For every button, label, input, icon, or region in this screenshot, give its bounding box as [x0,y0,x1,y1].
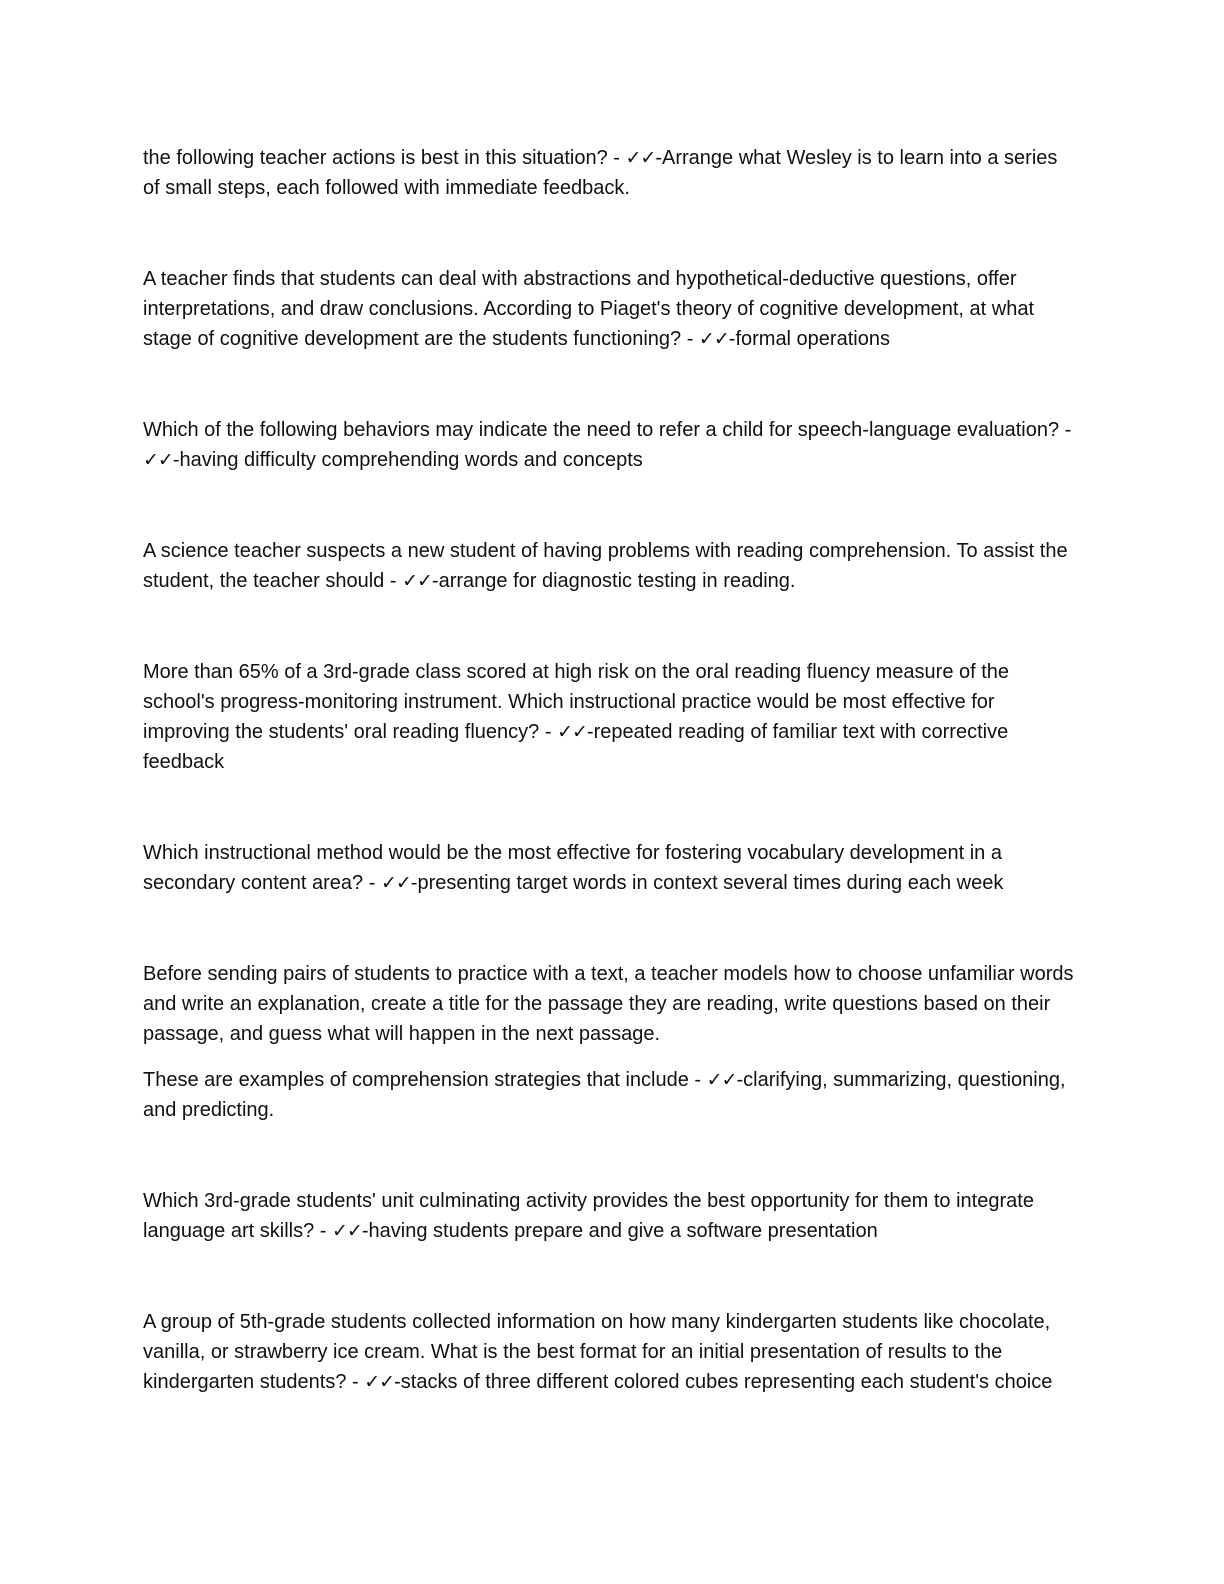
answer-text: having students prepare and give a software presentation [368,1220,878,1242]
answer-prefix: - [394,1371,401,1393]
separator: - [314,1220,332,1242]
question-intro: Before sending pairs of students to practice with a text, a teacher models how to choose unfamiliar words and write an explanation, create a title for the passage they are reading, write questions based on their passage, and guess what will happen in the next passage. [143,963,1074,1045]
question-text: A teacher finds that students can deal with abstractions and hypothetical-deductive questions, offer interpretations, and draw conclusions. According to Piaget's theory of cognitive development, at what stage of cognitive development are the students functioning? [143,268,1034,350]
answer-text: having difficulty comprehending words and concepts [179,449,643,471]
answer-prefix: - [410,872,418,894]
answer-text: Arrange what Wesley is to learn into a series of small steps, each followed with immediate feedback. [143,147,1058,199]
qa-item [143,415,1078,475]
double-check-icon: ✓✓ [557,721,587,743]
answer-prefix: - [728,328,736,350]
question-text: Which instructional method would be the most effective for fostering vocabulary development in a secondary content area? [143,842,1002,894]
qa-item [143,657,1078,777]
answer-prefix: - [655,147,663,169]
question-text: A science teacher suspects a new student of having problems with reading comprehension. To assist the student, the teacher should [143,540,1068,592]
double-check-icon: ✓✓ [698,328,729,350]
question-text: These are examples of comprehension strategies that include [143,1069,689,1091]
answer-text: presenting target words in context several times during each week [417,872,1004,894]
answer-prefix: - [172,449,180,471]
separator: - [346,1371,365,1393]
separator: - [688,1069,707,1091]
separator: - [607,147,626,169]
double-check-icon: ✓✓ [364,1371,395,1393]
qa-item [143,1186,1078,1246]
answer-text: repeated reading of familiar text with corrective feedback [143,721,1009,773]
question-text: Which of the following behaviors may indicate the need to refer a child for speech-language evaluation? [143,419,1060,441]
qa-item [143,838,1078,898]
qa-item [143,264,1078,354]
answer-prefix: - [431,570,439,592]
qa-item [143,143,1078,203]
answer-prefix: - [586,721,594,743]
double-check-icon: ✓✓ [402,570,432,592]
double-check-icon: ✓✓ [706,1069,737,1091]
qa-item [143,536,1078,596]
double-check-icon: ✓✓ [625,147,656,169]
double-check-icon: ✓✓ [143,449,173,471]
question-text: Which 3rd-grade students' unit culminating activity provides the best opportunity for them to integrate language art skills? [143,1190,1034,1242]
answer-prefix: - [736,1069,744,1091]
answer-text: formal operations [735,328,890,350]
double-check-icon: ✓✓ [332,1220,362,1242]
separator: - [384,570,403,592]
separator: - [1059,419,1072,441]
separator: - [681,328,699,350]
question-text: A group of 5th-grade students collected information on how many kindergarten students like chocolate, vanilla, or strawberry ice cream. What is the best format for an initial presentation of results to the kindergarten students? [143,1311,1051,1393]
answer-text: arrange for diagnostic testing in reading. [438,570,796,592]
question-text: the following teacher actions is best in this situation? [143,147,608,169]
document-body [143,143,1078,1397]
qa-item [143,1065,1078,1125]
double-check-icon: ✓✓ [380,872,411,894]
qa-item [143,1307,1078,1397]
answer-prefix: - [361,1220,369,1242]
question-text: More than 65% of a 3rd-grade class scored at high risk on the oral reading fluency measure of the school's progress-monitoring instrument. Which instructional practice would be most effective for improving the students' oral reading fluency? [143,661,1010,743]
answer-text: stacks of three different colored cubes representing each student's choice [400,1371,1053,1393]
separator: - [363,872,381,894]
answer-text: clarifying, summarizing, questioning, and predicting. [143,1069,1066,1121]
separator: - [539,721,558,743]
